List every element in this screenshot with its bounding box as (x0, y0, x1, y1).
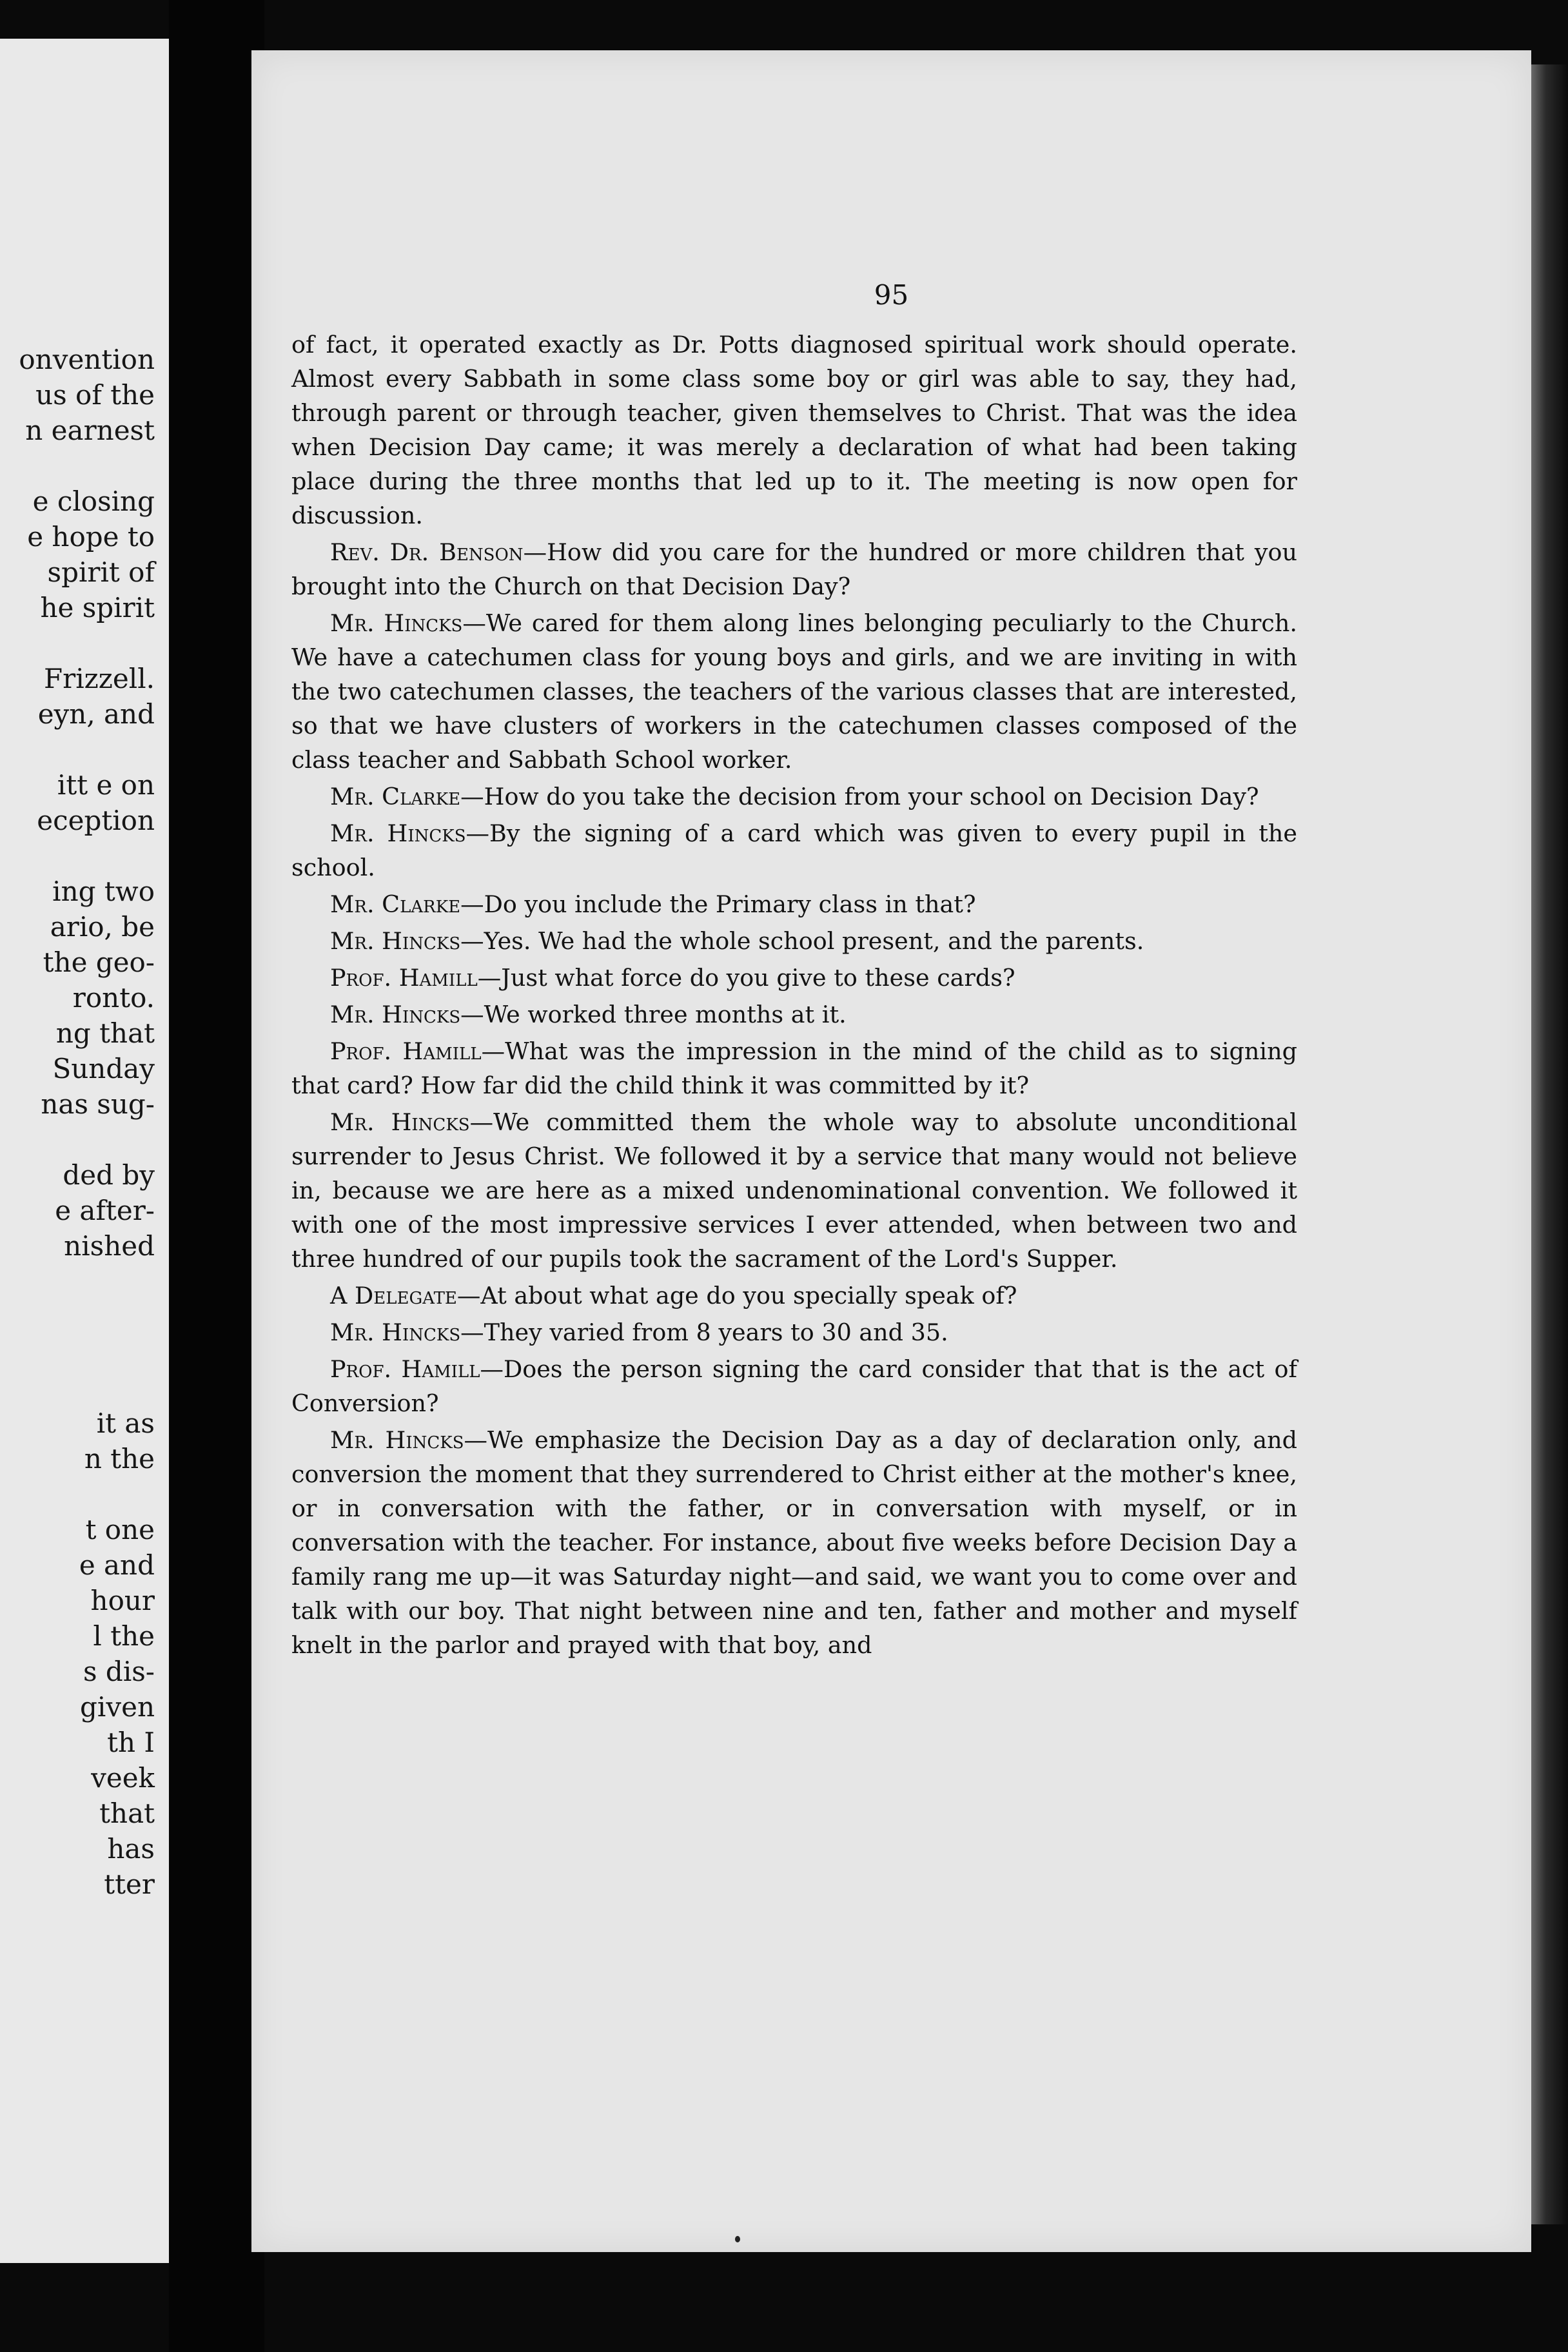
paragraph (291, 816, 1297, 885)
ink-speck (735, 2236, 740, 2242)
previous-page-line: tter (104, 1868, 155, 1900)
previous-page-line: e closing (32, 485, 155, 517)
paragraph-text: —They varied from 8 years to 30 and 35. (460, 1318, 948, 1346)
previous-page-line: nas sug- (41, 1088, 155, 1120)
previous-page-line: ing two (52, 876, 155, 907)
previous-page-line: eyn, and (37, 698, 155, 730)
previous-page-line: Sunday (52, 1053, 155, 1084)
book-page (251, 50, 1531, 2252)
previous-page-line: n earnest (25, 415, 155, 446)
previous-page-line: given (80, 1691, 155, 1723)
paragraph (291, 924, 1297, 958)
speaker-name: Mr. Hincks (330, 1318, 461, 1346)
previous-page-line (19, 1335, 155, 1370)
page-number: 95 (874, 279, 909, 311)
paragraph (291, 1423, 1297, 1662)
paragraph (291, 779, 1297, 814)
paragraph (291, 1034, 1297, 1102)
paragraph (291, 1315, 1297, 1349)
previous-page-line: e and (79, 1549, 155, 1581)
previous-page-line (19, 838, 155, 874)
paragraph (291, 961, 1297, 995)
speaker-name: Mr. Hincks (330, 609, 463, 637)
previous-page-line: the geo- (43, 946, 155, 978)
speaker-name: Prof. Hamill (330, 1037, 482, 1065)
previous-page-line: ded by (63, 1159, 155, 1191)
previous-page-line: e after- (55, 1195, 155, 1226)
paragraph (291, 535, 1297, 603)
paragraph (291, 606, 1297, 777)
paragraph-text: —We worked three months at it. (460, 1001, 847, 1028)
previous-page-line (19, 448, 155, 484)
speaker-name: Mr. Hincks (330, 927, 461, 955)
paragraph-text: —At about what age do you specially speak of? (456, 1282, 1017, 1309)
previous-page-line: that (99, 1798, 155, 1829)
paragraph-text: —We committed them the whole way to absolute unconditional surrender to Jesus Christ. We followed it by a service that many would not believe in, because we are here as a mixed undenominational convention. We followed it with one of the most impressive services I ever attended, when between two and three hundred of our pupils took the sacrament of the Lord's Supper. (291, 1108, 1297, 1273)
previous-page-line (19, 1299, 155, 1335)
previous-page-line: l the (93, 1620, 155, 1652)
paragraph (291, 1105, 1297, 1276)
page-stack-edge (1531, 64, 1568, 2224)
previous-page-line: ario, be (50, 911, 155, 943)
speaker-name: Mr. Clarke (330, 890, 461, 918)
paragraph (291, 1352, 1297, 1420)
previous-page-edge (0, 39, 169, 2263)
previous-page-line: spirit of (47, 556, 155, 588)
speaker-name: Mr. Clarke (330, 783, 461, 810)
previous-page-line: itt e on (57, 769, 155, 801)
paragraph-text: —Just what force do you give to these cards? (477, 964, 1015, 992)
paragraph-text: of fact, it operated exactly as Dr. Potts diagnosed spiritual work should operate. Almost every Sabbath in some class some boy or girl was able to say, they had, through parent or through teacher, given themselves to Christ. That was the idea when Decision Day came; it was merely a declaration of what had been taking place during the three months that led up to it. The meeting is now open for discussion. (291, 331, 1297, 529)
previous-page-line: t one (85, 1514, 155, 1545)
speaker-name: Rev. Dr. Benson (330, 538, 524, 566)
previous-page-line (19, 625, 155, 661)
speaker-name: Mr. Hincks (330, 819, 466, 847)
previous-page-line: it as (96, 1407, 155, 1439)
previous-page-line: n the (84, 1443, 155, 1475)
previous-page-line: eception (37, 805, 155, 836)
previous-page-line: veek (91, 1762, 155, 1794)
previous-page-line: us of the (35, 379, 155, 411)
previous-page-line: Frizzell. (44, 663, 155, 694)
page-body-text (291, 328, 1297, 1665)
previous-page-line (19, 1264, 155, 1299)
previous-page-line: s dis- (83, 1656, 155, 1687)
speaker-name: Prof. Hamill (330, 1355, 480, 1383)
previous-page-line: e hope to (27, 521, 155, 553)
paragraph (291, 1279, 1297, 1313)
previous-page-line: he spirit (40, 592, 155, 623)
previous-page-line: onvention (19, 344, 155, 375)
previous-page-text-fragments (19, 342, 155, 1902)
paragraph (291, 328, 1297, 533)
paragraph (291, 997, 1297, 1032)
previous-page-line (19, 1476, 155, 1512)
speaker-name: Prof. Hamill (330, 964, 478, 992)
previous-page-line: hour (90, 1585, 155, 1616)
paragraph-text: —How do you take the decision from your school on Decision Day? (460, 783, 1259, 810)
previous-page-line (19, 732, 155, 767)
paragraph-text: —Does the person signing the card consider that that is the act of Conversion? (291, 1355, 1297, 1417)
previous-page-line: th I (107, 1727, 155, 1758)
paragraph-text: —How did you care for the hundred or more children that you brought into the Church on that Decision Day? (291, 538, 1297, 600)
speaker-name: Mr. Hincks (330, 1001, 461, 1028)
paragraph-text: —By the signing of a card which was given to every pupil in the school. (291, 819, 1297, 881)
previous-page-line: ronto. (72, 982, 155, 1014)
previous-page-line (19, 1122, 155, 1157)
previous-page-line: nished (64, 1230, 155, 1262)
book-gutter (169, 0, 264, 2352)
previous-page-line: has (107, 1833, 155, 1865)
previous-page-line (19, 1370, 155, 1406)
previous-page-line: ng that (55, 1017, 155, 1049)
paragraph (291, 887, 1297, 921)
speaker-name: A Delegate (330, 1282, 457, 1309)
paragraph-text: —We emphasize the Decision Day as a day of declaration only, and conversion the moment that they surrendered to Christ either at the mother's knee, or in conversation with the father, or in conversation with myself, or in conversation with the teacher. For instance, about five weeks before Decision Day a family rang me up—it was Saturday night—and said, we want you to come over and talk with our boy. That night between nine and ten, father and mother and myself knelt in the parlor and prayed with that boy, and (291, 1426, 1297, 1659)
paragraph-text: —Yes. We had the whole school present, and the parents. (460, 927, 1144, 955)
paragraph-text: —Do you include the Primary class in that? (460, 890, 976, 918)
paragraph-text: —What was the impression in the mind of the child as to signing that card? How far did the child think it was committed by it? (291, 1037, 1297, 1099)
speaker-name: Mr. Hincks (330, 1108, 470, 1136)
paragraph-text: —We cared for them along lines belonging peculiarly to the Church. We have a catechumen class for young boys and girls, and we are inviting in with the two catechumen classes, the teachers of the various classes that are interested, so that we have clusters of workers in the catechumen classes composed of the class teacher and Sabbath School worker. (291, 609, 1297, 774)
speaker-name: Mr. Hincks (330, 1426, 464, 1454)
